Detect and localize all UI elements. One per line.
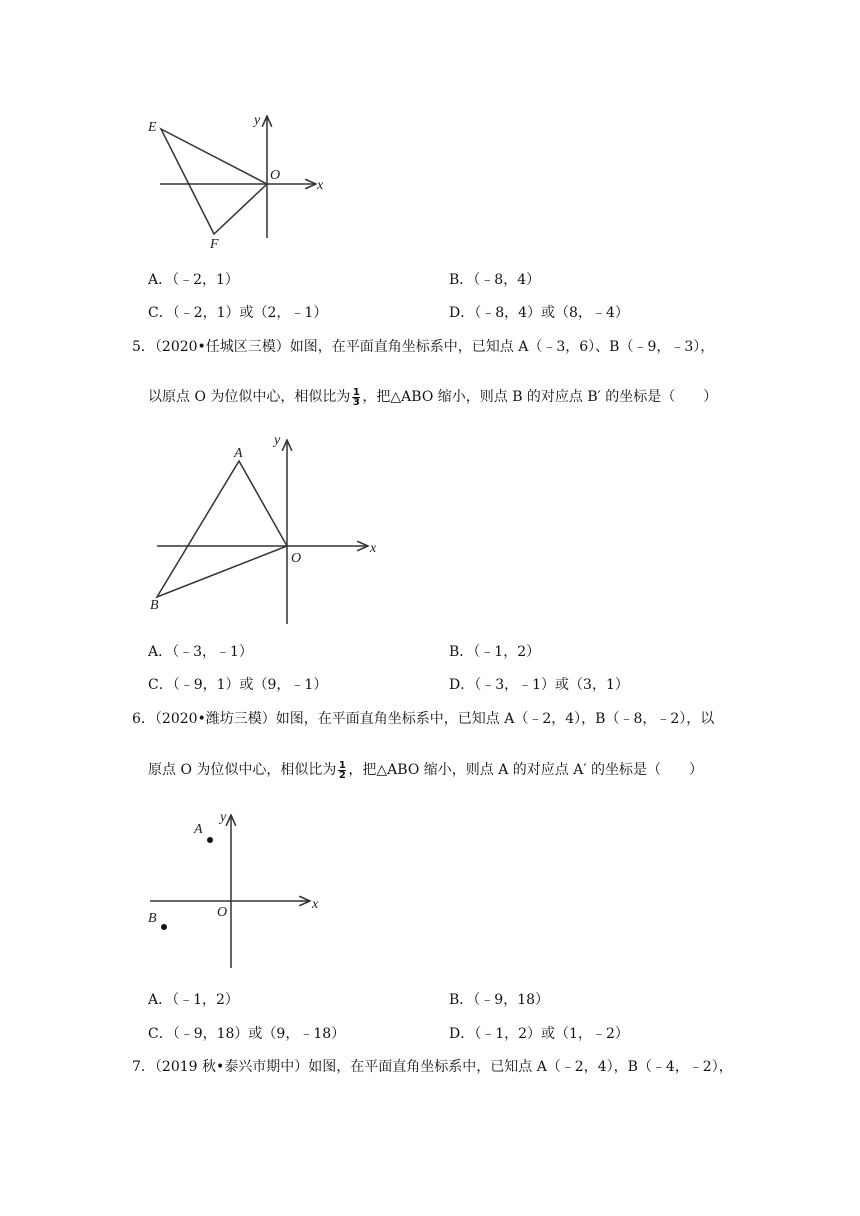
label-O: O bbox=[291, 551, 302, 566]
q5-line1: 5．（2020•任城区三模）如图，在平面直角坐标系中，已知点 A（﹣3，6）、B（﹣9，﹣3）， bbox=[132, 339, 715, 355]
label-F: F bbox=[210, 237, 219, 252]
label-O: O bbox=[270, 168, 281, 183]
triangle-ABO bbox=[157, 461, 287, 597]
q7-line1: 7．（2019 秋•泰兴市期中）如图，在平面直角坐标系中，已知点 A（﹣2，4），B（﹣4，﹣2）， bbox=[132, 1059, 733, 1075]
q5-line2-post: ，把△ABO 缩小，则点 B 的对应点 B′ 的坐标是（ ） bbox=[362, 389, 718, 405]
label-y: y bbox=[254, 113, 261, 128]
label-y: y bbox=[274, 433, 281, 448]
label-B: B bbox=[150, 598, 159, 613]
point-B bbox=[161, 924, 167, 930]
point-A bbox=[207, 837, 213, 843]
q4-option-b[interactable]: B．（﹣8，4） bbox=[449, 272, 541, 288]
label-x: x bbox=[370, 541, 377, 556]
label-A: A bbox=[234, 446, 243, 461]
q5-ratio-den: 3 bbox=[352, 396, 360, 408]
label-y: y bbox=[220, 810, 227, 825]
q6-option-c[interactable]: C．（﹣9，18）或（9，﹣18） bbox=[148, 1026, 346, 1042]
q5-ratio bbox=[352, 388, 360, 407]
q5-line2 bbox=[148, 387, 717, 407]
label-B: B bbox=[148, 911, 157, 926]
q6-option-a[interactable]: A．（﹣1，2） bbox=[148, 992, 239, 1008]
q6-line2-post: ，把△ABO 缩小，则点 A 的对应点 A′ 的坐标是（ ） bbox=[348, 762, 703, 778]
triangle-EOF bbox=[161, 129, 267, 234]
q6-ratio-num: 1 bbox=[338, 759, 346, 771]
label-A: A bbox=[194, 822, 203, 837]
q5-option-d[interactable]: D．（﹣3，﹣1）或（3，1） bbox=[449, 677, 629, 693]
q5-option-a[interactable]: A．（﹣3，﹣1） bbox=[148, 644, 253, 660]
q6-ratio-den: 2 bbox=[338, 769, 346, 781]
q6-line1: 6．（2020•潍坊三模）如图，在平面直角坐标系中，已知点 A（﹣2，4），B（﹣8，﹣2），以 bbox=[132, 711, 715, 727]
label-x: x bbox=[317, 178, 324, 193]
label-x: x bbox=[312, 897, 319, 912]
q6-ratio bbox=[338, 761, 346, 780]
q5-ratio-num: 1 bbox=[352, 386, 360, 398]
q6-line2 bbox=[148, 760, 703, 780]
q5-line2-pre: 以原点 O 为位似中心，相似比为 bbox=[148, 389, 351, 405]
q6-option-d[interactable]: D．（﹣1，2）或（1，﹣2） bbox=[449, 1026, 629, 1042]
q5-option-b[interactable]: B．（﹣1，2） bbox=[449, 644, 541, 660]
label-E: E bbox=[148, 120, 157, 135]
q6-line2-pre: 原点 O 为位似中心，相似比为 bbox=[148, 762, 337, 778]
label-O: O bbox=[217, 905, 228, 920]
q5-option-c[interactable]: C．（﹣9，1）或（9，﹣1） bbox=[148, 677, 328, 693]
q6-option-b[interactable]: B．（﹣9，18） bbox=[449, 992, 550, 1008]
q4-option-d[interactable]: D．（﹣8，4）或（8，﹣4） bbox=[449, 305, 629, 321]
q4-option-a[interactable]: A．（﹣2，1） bbox=[148, 272, 239, 288]
q4-option-c[interactable]: C．（﹣2，1）或（2，﹣1） bbox=[148, 305, 328, 321]
